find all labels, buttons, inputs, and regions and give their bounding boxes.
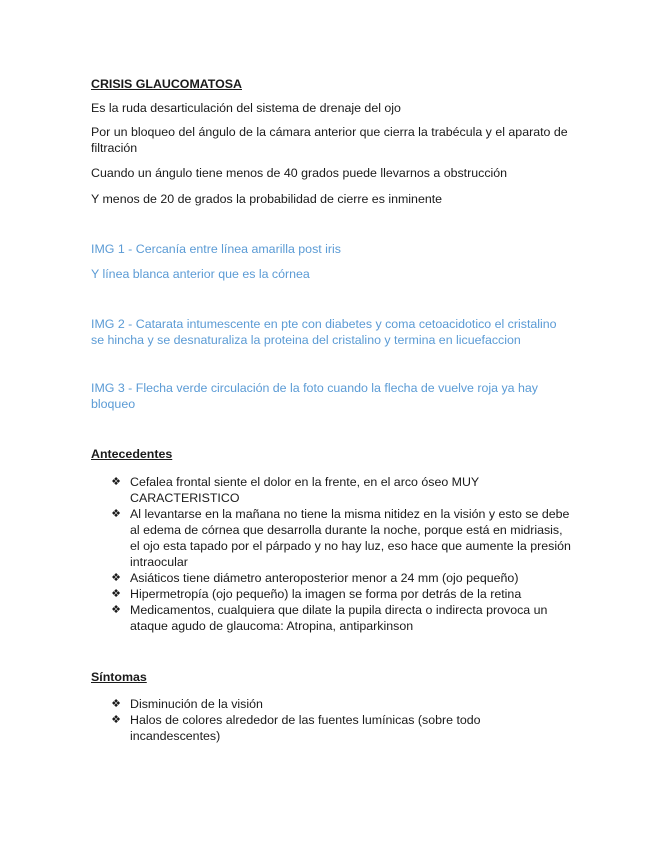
diamond-bullet-icon: ❖	[111, 508, 121, 520]
list-item-text: Medicamentos, cualquiera que dilate la pupila directa o indirecta provoca un ataque agudo de glaucoma: Atropina, antiparkinson	[130, 603, 548, 633]
list-item	[91, 474, 571, 506]
intro-paragraph-1: Es la ruda desarticulación del sistema de drenaje del ojo	[91, 101, 401, 115]
intro-paragraph-4: Y menos de 20 de grados la probabilidad de cierre es inminente	[91, 192, 443, 206]
list-item	[91, 602, 571, 634]
img2-note: IMG 2 - Catarata intumescente en pte con diabetes y coma cetoacidotico el cristalino se hincha y se desnaturaliza la proteina del cristalino y termina en licuefaccion	[91, 317, 557, 347]
intro-paragraph-2: Por un bloqueo del ángulo de la cámara anterior que cierra la trabécula y el aparato de filtración	[91, 125, 568, 155]
intro-paragraph-3: Cuando un ángulo tiene menos de 40 grados puede llevarnos a obstrucción	[91, 166, 508, 180]
list-item-text: Hipermetropía (ojo pequeño) la imagen se forma por detrás de la retina	[130, 587, 522, 601]
img1-note-line2: Y línea blanca anterior que es la córnea	[91, 267, 310, 281]
list-item-text: Asiáticos tiene diámetro anteroposterior menor a 24 mm (ojo pequeño)	[130, 571, 519, 585]
document-page	[91, 76, 571, 744]
img3-note: IMG 3 - Flecha verde circulación de la foto cuando la flecha de vuelve roja ya hay bloqueo	[91, 381, 538, 411]
list-item-text: Cefalea frontal siente el dolor en la frente, en el arco óseo MUY CARACTERISTICO	[130, 475, 479, 505]
antecedentes-list	[91, 474, 571, 634]
diamond-bullet-icon: ❖	[111, 714, 121, 726]
list-item-text: Disminución de la visión	[130, 697, 263, 711]
diamond-bullet-icon: ❖	[111, 604, 121, 616]
sintomas-heading: Síntomas	[91, 670, 147, 684]
antecedentes-heading: Antecedentes	[91, 447, 173, 461]
diamond-bullet-icon: ❖	[111, 698, 121, 710]
list-item	[91, 506, 571, 570]
img1-note-line1: IMG 1 - Cercanía entre línea amarilla post iris	[91, 242, 341, 256]
diamond-bullet-icon: ❖	[111, 572, 121, 584]
list-item-text: Al levantarse en la mañana no tiene la misma nitidez en la visión y esto se debe al edema de córnea que desarrolla durante la noche, porque está en midriasis, el ojo esta tapado por el párpado y no hay luz, eso hace que aumente la presión intraocular	[130, 507, 571, 569]
list-item	[91, 570, 571, 586]
list-item	[91, 712, 571, 744]
list-item	[91, 586, 571, 602]
diamond-bullet-icon: ❖	[111, 476, 121, 488]
diamond-bullet-icon: ❖	[111, 588, 121, 600]
list-item-text: Halos de colores alrededor de las fuentes lumínicas (sobre todo incandescentes)	[130, 713, 481, 743]
list-item	[91, 696, 571, 712]
document-title: CRISIS GLAUCOMATOSA	[91, 77, 242, 91]
sintomas-list	[91, 696, 571, 744]
